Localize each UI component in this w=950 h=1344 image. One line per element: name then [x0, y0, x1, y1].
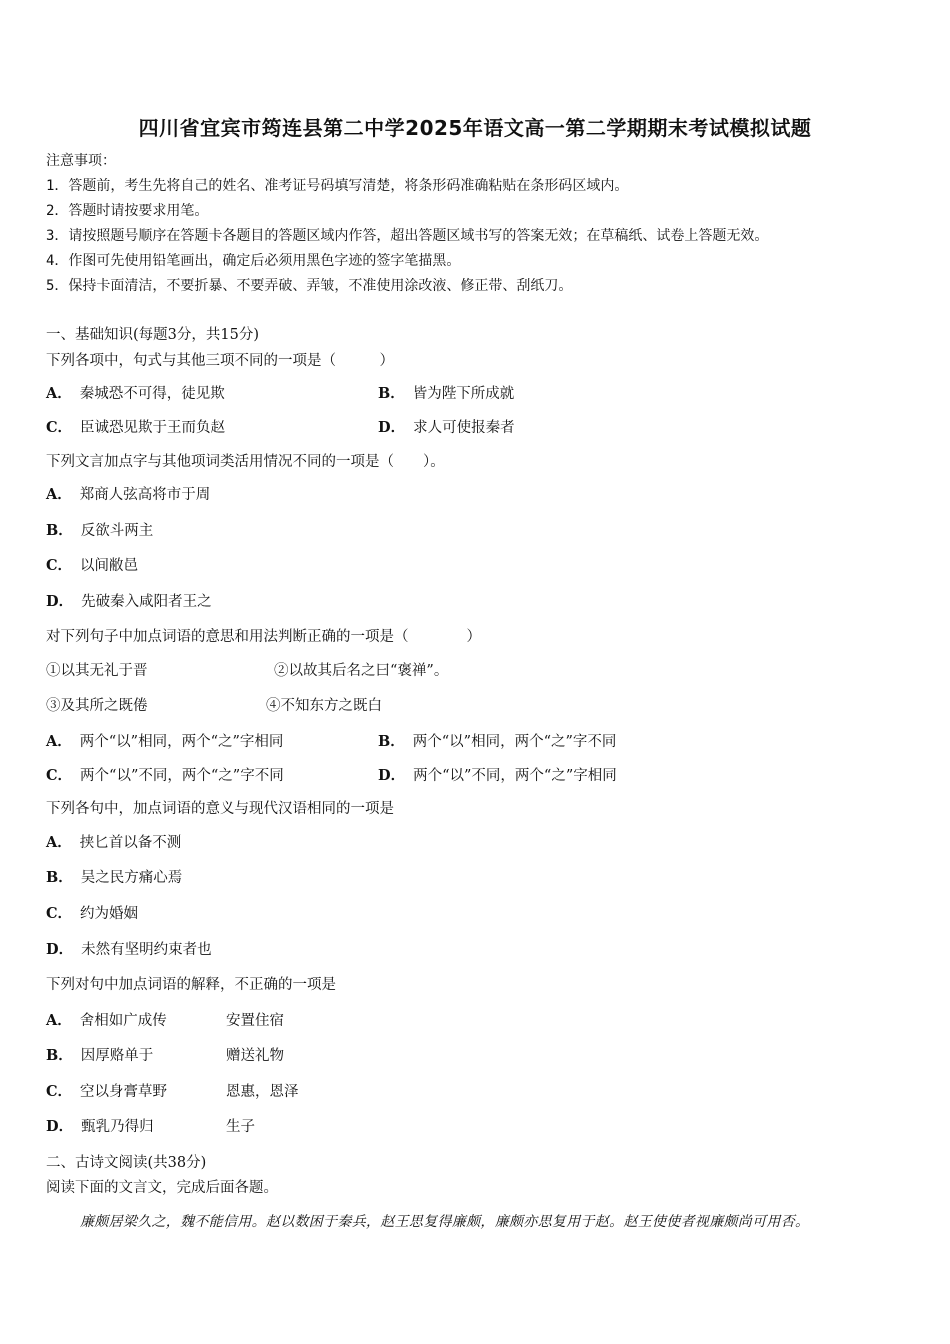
q5-option-c-definition: 恩惠，恩泽: [226, 1084, 299, 1100]
page-title: 四川省宜宾市筠连县第二中学2025年语文高一第二学期期末考试模拟试题: [138, 116, 812, 140]
q4-option-d: [46, 940, 212, 960]
q5-option-b-letter: B．: [46, 1047, 73, 1064]
q4-option-d-text: 未然有坚明约束者也: [81, 942, 212, 958]
notice-heading: 注意事项：: [46, 153, 116, 169]
q3-option-d-text: 两个“以”不同，两个“之”字相同: [413, 768, 617, 784]
q2-option-c: [46, 556, 138, 576]
q1-option-b-letter: B．: [378, 385, 405, 402]
notice-item-1: 1．答题前，考生先将自己的姓名、准考证号码填写清楚，将条形码准确粘贴在条形码区域内。: [46, 178, 629, 194]
q5-option-a-text: 舍相如广成传: [79, 1013, 167, 1029]
q5-option-a: [46, 1011, 167, 1031]
q4-option-b: [46, 868, 182, 888]
q2-option-c-text: 以间敝邑: [80, 558, 139, 574]
q5-option-d: [46, 1117, 154, 1137]
q3-option-a-text: 两个“以”相同，两个“之”字相同: [79, 734, 284, 750]
q1-option-d-text: 求人可使报秦者: [413, 420, 515, 436]
q1-option-a-letter: A．: [46, 385, 72, 402]
q5-option-d-definition: 生子: [226, 1119, 255, 1135]
section2-heading: 二、古诗文阅读(共38分): [46, 1155, 207, 1171]
q3-option-d: [378, 766, 617, 786]
q2-option-b-letter: B．: [46, 522, 73, 539]
q1-option-c-text: 臣诚恐见欺于王而负赵: [80, 420, 226, 436]
q1-option-c: [46, 418, 225, 438]
q4-option-c-text: 约为婚姻: [80, 906, 139, 922]
q3-option-c: [46, 766, 284, 786]
q5-option-b-definition: 赠送礼物: [226, 1048, 284, 1064]
q3-sentence-2: ②以故其后名之曰“褒禅”。: [274, 663, 449, 679]
q5-option-c: [46, 1082, 167, 1102]
q2-option-c-letter: C．: [46, 557, 73, 574]
q4-option-a-letter: A．: [46, 834, 72, 851]
q2-stem: 下列文言加点字与其他项词类活用情况不同的一项是（ ）。: [46, 454, 445, 470]
q3-stem: 对下列句子中加点词语的意思和用法判断正确的一项是（ ）: [46, 629, 481, 645]
notice-item-3: 3．请按照题号顺序在答题卡各题目的答题区域内作答，超出答题区域书写的答案无效；在草稿纸、试卷上答题无效。: [46, 228, 769, 244]
q3-option-b-letter: B．: [378, 733, 405, 750]
q4-option-b-text: 吴之民方痛心焉: [80, 870, 183, 886]
q2-option-d-letter: D．: [46, 593, 74, 610]
q3-option-b: [378, 732, 616, 752]
q1-stem: 下列各项中，句式与其他三项不同的一项是（ ）: [46, 353, 394, 369]
q4-option-a: [46, 833, 181, 853]
q5-option-d-text: 甄乳乃得归: [81, 1119, 154, 1135]
q2-option-a: [46, 485, 210, 505]
notice-item-5: 5．保持卡面清洁，不要折暴、不要弄破、弄皱，不准使用涂改液、修正带、刮纸刀。: [46, 278, 573, 294]
q2-option-a-letter: A．: [46, 486, 72, 503]
q5-option-b: [46, 1046, 153, 1066]
q4-option-a-text: 挟匕首以备不测: [79, 835, 182, 851]
section1-heading: 一、基础知识(每题3分，共15分): [46, 327, 259, 343]
q3-option-a: [46, 732, 283, 752]
q3-sentence-3: ③及其所之既倦: [46, 698, 148, 714]
q5-option-b-text: 因厚赂单于: [80, 1048, 154, 1064]
q2-option-d-text: 先破秦入咸阳者王之: [81, 594, 212, 610]
q1-option-b-text: 皆为陛下所成就: [412, 386, 515, 402]
q5-option-a-letter: A．: [46, 1012, 72, 1029]
q1-option-d-letter: D．: [378, 419, 406, 436]
q3-sentence-1: ①以其无礼于晋: [46, 663, 148, 679]
q5-stem: 下列对句中加点词语的解释，不正确的一项是: [46, 977, 336, 993]
q5-option-a-definition: 安置住宿: [226, 1013, 284, 1029]
q1-option-a: [46, 384, 225, 404]
q2-option-a-text: 郑商人弦高将市于周: [79, 487, 211, 503]
section2-instruction: 阅读下面的文言文，完成后面各题。: [46, 1180, 278, 1196]
q4-stem: 下列各句中，加点词语的意义与现代汉语相同的一项是: [46, 801, 394, 817]
q2-option-b: [46, 521, 153, 541]
q4-option-b-letter: B．: [46, 869, 73, 886]
q5-option-c-text: 空以身膏草野: [80, 1084, 168, 1100]
q4-option-c-letter: C．: [46, 905, 73, 922]
q2-option-d: [46, 592, 212, 612]
q1-option-a-text: 秦城恐不可得，徒见欺: [79, 386, 225, 402]
q1-option-d: [378, 418, 515, 438]
q3-option-c-text: 两个“以”不同，两个“之”字不同: [80, 768, 284, 784]
q5-option-d-letter: D．: [46, 1118, 74, 1135]
q3-option-b-text: 两个“以”相同，两个“之”字不同: [412, 734, 617, 750]
q1-option-b: [378, 384, 514, 404]
q3-sentence-4: ④不知东方之既白: [266, 698, 382, 714]
q3-option-d-letter: D．: [378, 767, 406, 784]
passage-text: 廉颇居梁久之，魏不能信用。赵以数困于秦兵，赵王思复得廉颇，廉颇亦思复用于赵。赵王使使者视廉颇尚可用否。: [80, 1214, 810, 1230]
notice-item-4: 4．作图可先使用铅笔画出，确定后必须用黑色字迹的签字笔描黑。: [46, 253, 461, 269]
q3-option-a-letter: A．: [46, 733, 72, 750]
q1-option-c-letter: C．: [46, 419, 73, 436]
q2-option-b-text: 反欲斗两主: [80, 523, 154, 539]
q3-option-c-letter: C．: [46, 767, 73, 784]
q4-option-c: [46, 904, 138, 924]
q5-option-c-letter: C．: [46, 1083, 73, 1100]
q4-option-d-letter: D．: [46, 941, 74, 958]
notice-item-2: 2．答题时请按要求用笔。: [46, 203, 209, 219]
